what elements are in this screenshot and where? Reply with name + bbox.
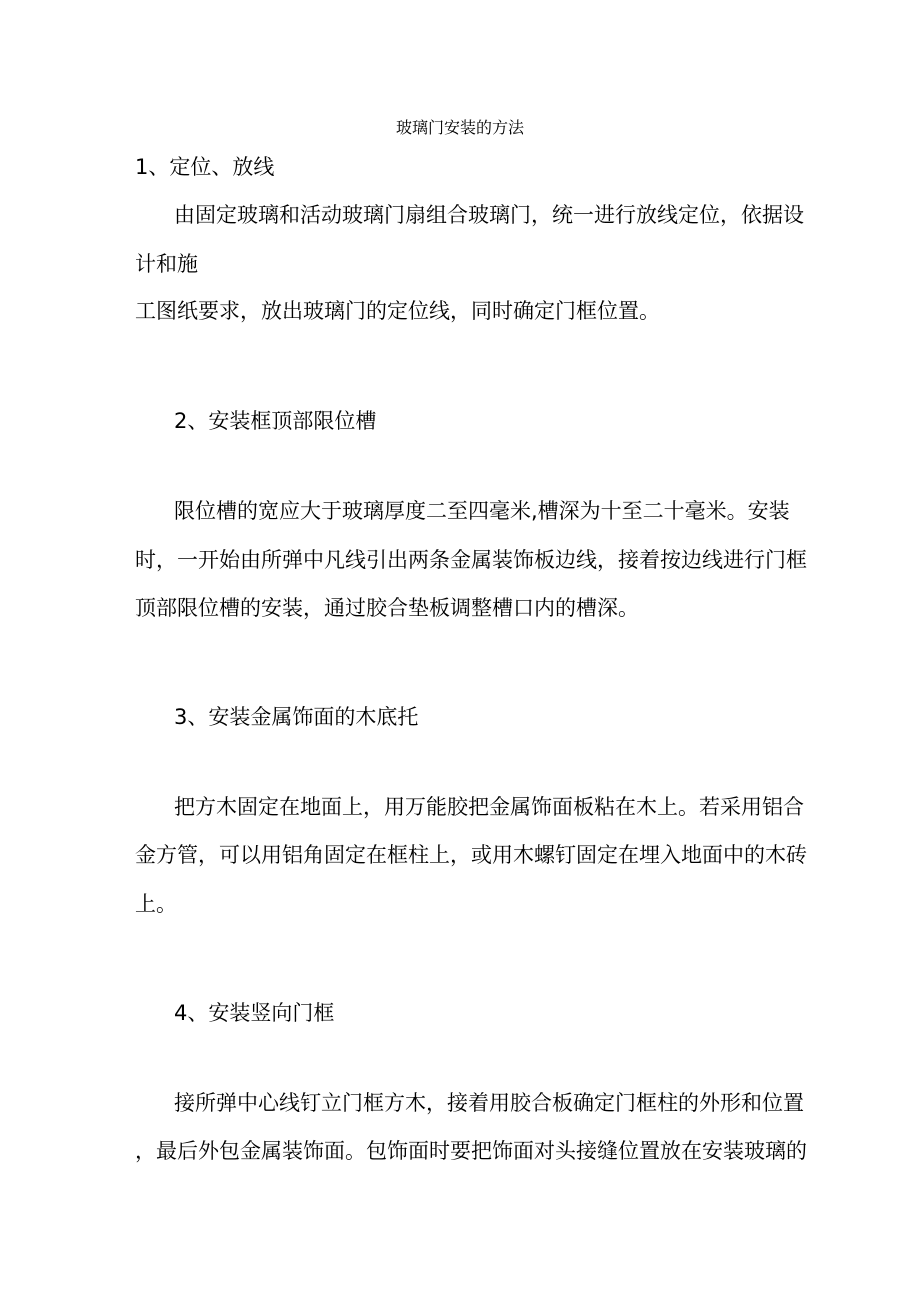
section-3-line-2: 金方管，可以用铝角固定在框柱上，或用木螺钉固定在埋入地面中的木砖 [135, 843, 807, 867]
document-title: 玻璃门安装的方法 [395, 118, 524, 137]
section-2-heading: 2、安装框顶部限位槽 [174, 409, 377, 433]
section-1-line-3: 工图纸要求，放出玻璃门的定位线，同时确定门框位置。 [135, 299, 660, 323]
section-3-line-1: 把方木固定在地面上，用万能胶把金属饰面板粘在木上。若采用铝合 [174, 795, 804, 819]
section-2-line-2: 时，一开始由所弹中凡线引出两条金属装饰板边线，接着按边线进行门框 [135, 548, 807, 572]
section-3-heading: 3、安装金属饰面的木底托 [174, 705, 419, 729]
section-2-line-3: 顶部限位槽的安装，通过胶合垫板调整槽口内的槽深。 [135, 596, 639, 620]
section-4-line-1: 接所弹中心线钉立门框方木，接着用胶合板确定门框柱的外形和位置 [174, 1091, 804, 1115]
section-1-line-1: 由固定玻璃和活动玻璃门扇组合玻璃门，统一进行放线定位，依据设 [174, 203, 804, 227]
section-2-line-1: 限位槽的宽应大于玻璃厚度二至四毫米,槽深为十至二十毫米。安装 [174, 499, 790, 523]
section-1-line-2: 计和施 [135, 252, 198, 276]
section-4-line-2: ，最后外包金属装饰面。包饰面时要把饰面对头接缝位置放在安装玻璃的 [135, 1139, 807, 1163]
section-1-heading: 1、定位、放线 [135, 155, 275, 179]
section-4-heading: 4、安装竖向门框 [174, 1001, 335, 1025]
section-3-line-3: 上。 [135, 892, 177, 916]
